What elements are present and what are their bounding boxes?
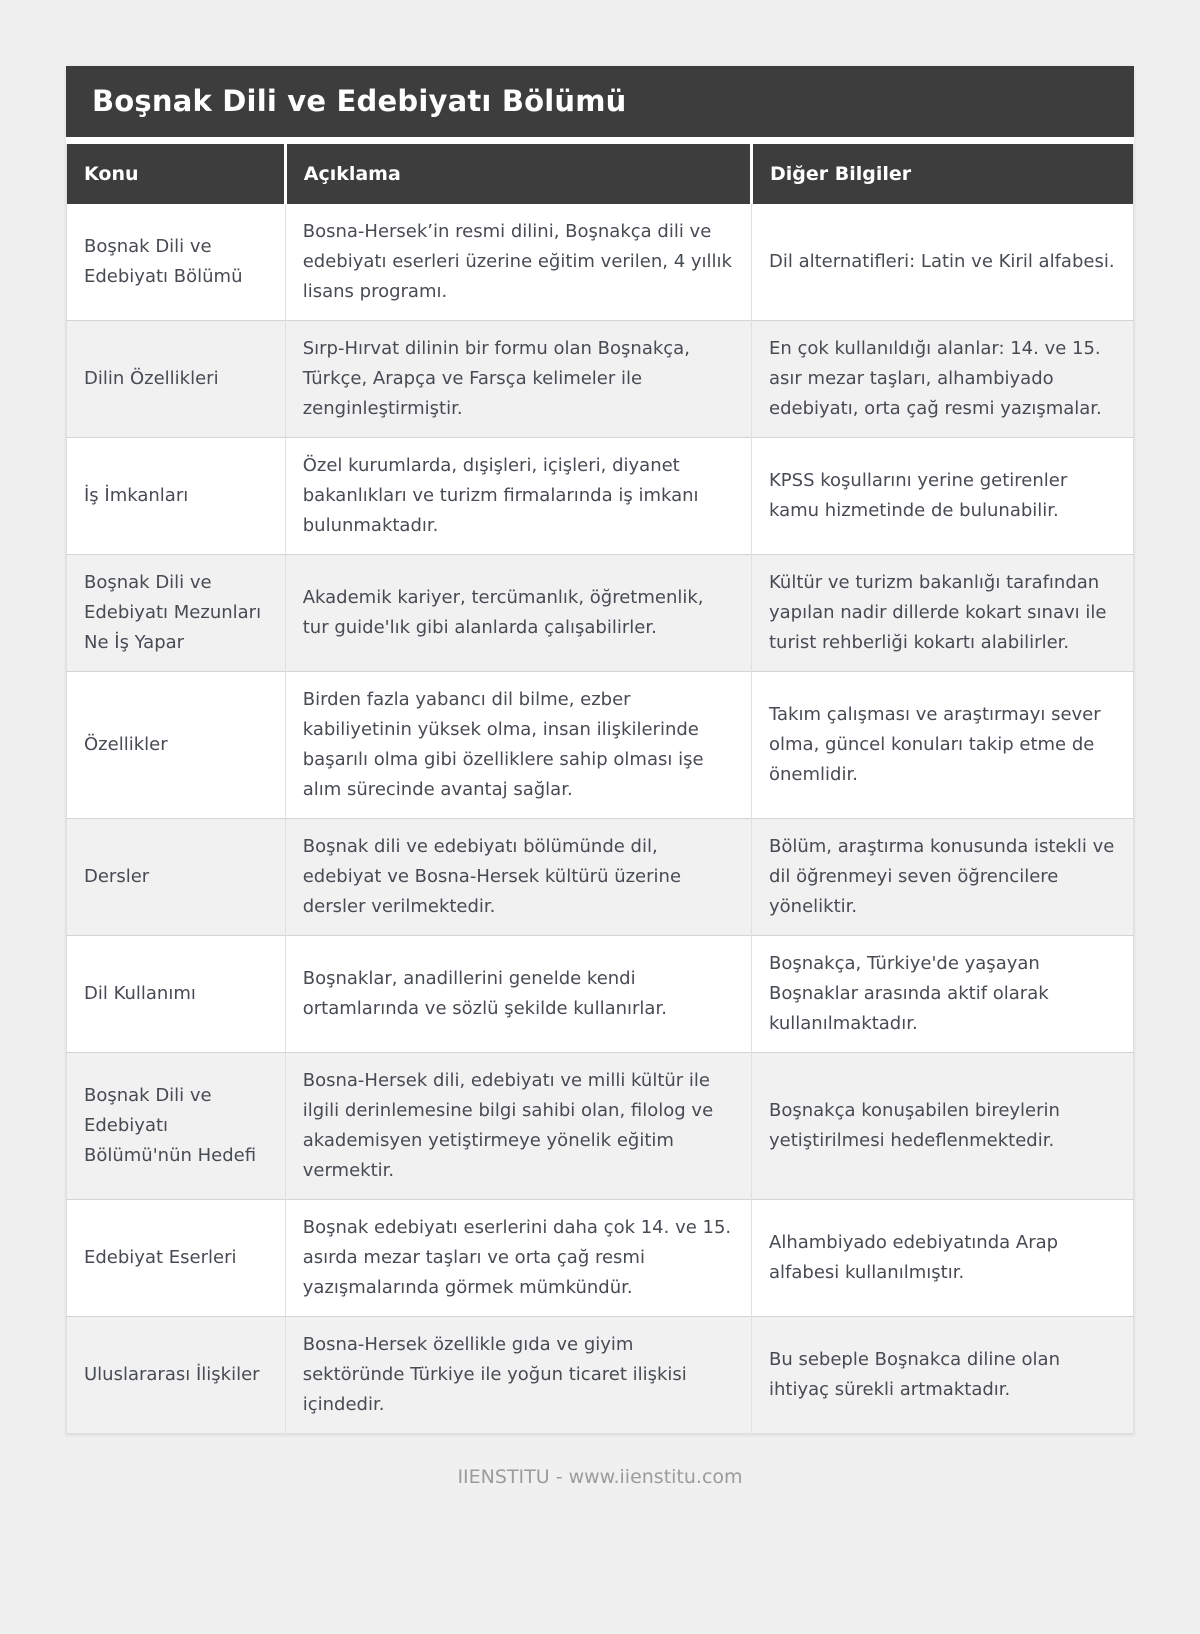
cell-konu: Dilin Özellikleri: [67, 321, 286, 438]
content-card: [66, 66, 1134, 1434]
cell-aciklama: Boşnak edebiyatı eserlerini daha çok 14. ve 15. asırda mezar taşları ve orta çağ resmi yazışmalarında görmek mümkündür.: [285, 1200, 751, 1317]
cell-konu: Dil Kullanımı: [67, 936, 286, 1053]
cell-konu: Özellikler: [67, 672, 286, 819]
table-row: [67, 1053, 1134, 1200]
cell-diger-bilgiler: En çok kullanıldığı alanlar: 14. ve 15. asır mezar taşları, alhambiyado edebiyatı, orta çağ resmi yazışmalar.: [752, 321, 1134, 438]
cell-diger-bilgiler: Bölüm, araştırma konusunda istekli ve dil öğrenmeyi seven öğrencilere yöneliktir.: [752, 819, 1134, 936]
cell-diger-bilgiler: Bu sebeple Boşnakca diline olan ihtiyaç sürekli artmaktadır.: [752, 1317, 1134, 1434]
page-title: Boşnak Dili ve Edebiyatı Bölümü: [92, 84, 627, 118]
cell-aciklama: Birden fazla yabancı dil bilme, ezber kabiliyetinin yüksek olma, insan ilişkilerinde başarılı olma gibi özelliklere sahip olması işe alım sürecinde avantaj sağlar.: [285, 672, 751, 819]
cell-aciklama: Sırp-Hırvat dilinin bir formu olan Boşnakça, Türkçe, Arapça ve Farsça kelimeler ile zenginleştirmiştir.: [285, 321, 751, 438]
cell-aciklama: Boşnaklar, anadillerini genelde kendi ortamlarında ve sözlü şekilde kullanırlar.: [285, 936, 751, 1053]
cell-konu: Edebiyat Eserleri: [67, 1200, 286, 1317]
table-row: [67, 1200, 1134, 1317]
info-table: [66, 144, 1134, 1434]
column-header-konu: Konu: [67, 144, 286, 204]
column-header-aciklama: Açıklama: [285, 144, 751, 204]
table-row: [67, 936, 1134, 1053]
table-row: [67, 321, 1134, 438]
cell-diger-bilgiler: Kültür ve turizm bakanlığı tarafından yapılan nadir dillerde kokart sınavı ile turist rehberliği kokartı alabilirler.: [752, 555, 1134, 672]
cell-konu: Boşnak Dili ve Edebiyatı Mezunları Ne İş Yapar: [67, 555, 286, 672]
cell-konu: Boşnak Dili ve Edebiyatı Bölümü'nün Hedefi: [67, 1053, 286, 1200]
cell-aciklama: Boşnak dili ve edebiyatı bölümünde dil, edebiyat ve Bosna-Hersek kültürü üzerine dersler verilmektedir.: [285, 819, 751, 936]
table-row: [67, 1317, 1134, 1434]
footer: [0, 1464, 1200, 1490]
table-row: [67, 672, 1134, 819]
cell-diger-bilgiler: KPSS koşullarını yerine getirenler kamu hizmetinde de bulunabilir.: [752, 438, 1134, 555]
table-body: [67, 204, 1134, 1434]
cell-aciklama: Akademik kariyer, tercümanlık, öğretmenlik, tur guide'lık gibi alanlarda çalışabilirler.: [285, 555, 751, 672]
footer-text: IIENSTITU - www.iienstitu.com: [457, 1466, 743, 1488]
cell-aciklama: Bosna-Hersek özellikle gıda ve giyim sektöründe Türkiye ile yoğun ticaret ilişkisi içindedir.: [285, 1317, 751, 1434]
cell-konu: Uluslararası İlişkiler: [67, 1317, 286, 1434]
cell-diger-bilgiler: Takım çalışması ve araştırmayı sever olma, güncel konuları takip etme de önemlidir.: [752, 672, 1134, 819]
cell-konu: Dersler: [67, 819, 286, 936]
table-row: [67, 555, 1134, 672]
table-header-row: [67, 144, 1134, 204]
cell-diger-bilgiler: Boşnakça konuşabilen bireylerin yetiştirilmesi hedeflenmektedir.: [752, 1053, 1134, 1200]
cell-konu: Boşnak Dili ve Edebiyatı Bölümü: [67, 204, 286, 321]
cell-diger-bilgiler: Boşnakça, Türkiye'de yaşayan Boşnaklar arasında aktif olarak kullanılmaktadır.: [752, 936, 1134, 1053]
cell-aciklama: Bosna-Hersek’in resmi dilini, Boşnakça dili ve edebiyatı eserleri üzerine eğitim verilen, 4 yıllık lisans programı.: [285, 204, 751, 321]
cell-diger-bilgiler: Dil alternatifleri: Latin ve Kiril alfabesi.: [752, 204, 1134, 321]
table-row: [67, 819, 1134, 936]
cell-konu: İş İmkanları: [67, 438, 286, 555]
table-row: [67, 204, 1134, 321]
title-bar: [66, 66, 1134, 144]
column-header-diger-bilgiler: Diğer Bilgiler: [752, 144, 1134, 204]
cell-diger-bilgiler: Alhambiyado edebiyatında Arap alfabesi kullanılmıştır.: [752, 1200, 1134, 1317]
cell-aciklama: Bosna-Hersek dili, edebiyatı ve milli kültür ile ilgili derinlemesine bilgi sahibi olan, filolog ve akademisyen yetiştirmeye yönelik eğitim vermektir.: [285, 1053, 751, 1200]
table-row: [67, 438, 1134, 555]
cell-aciklama: Özel kurumlarda, dışişleri, içişleri, diyanet bakanlıkları ve turizm firmalarında iş imkanı bulunmaktadır.: [285, 438, 751, 555]
